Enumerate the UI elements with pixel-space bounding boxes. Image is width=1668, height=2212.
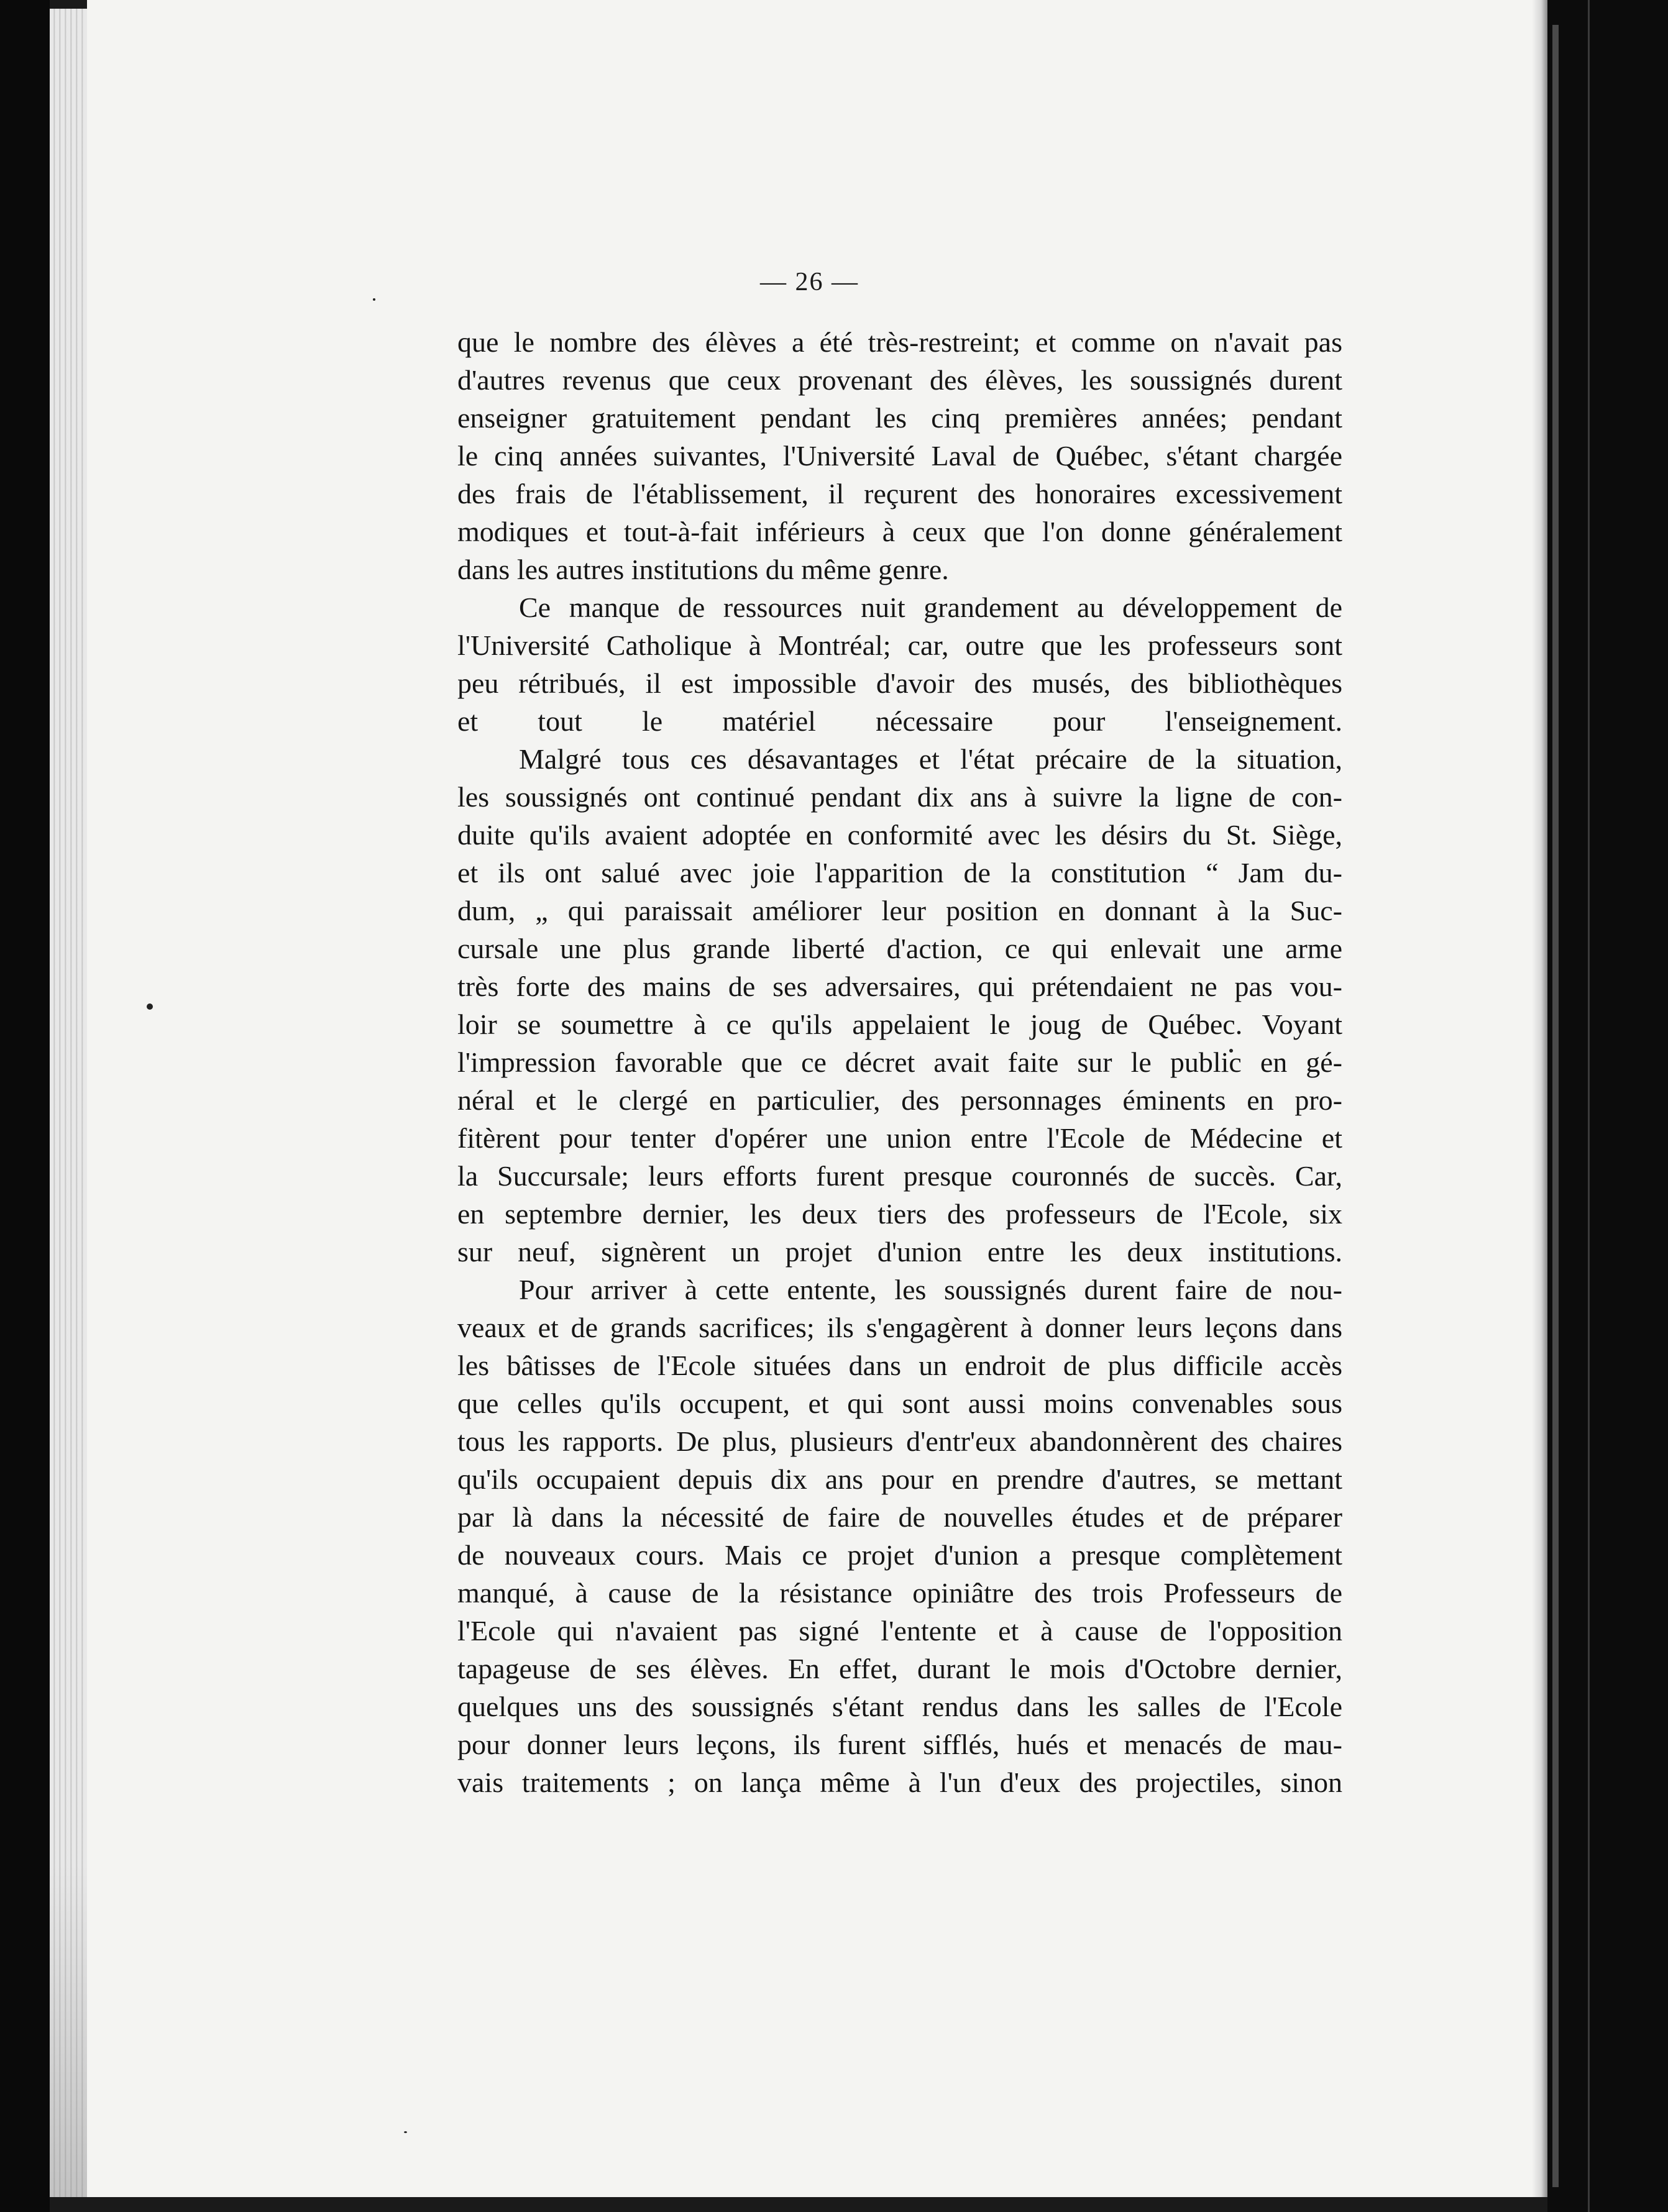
text-line: qu'ils occupaient depuis dix ans pour en prendre d'autres, se mettant	[457, 1463, 1342, 1495]
text-line: et tout le matériel nécessaire pour l'enseignement.	[457, 705, 1342, 737]
scan-speck	[404, 2131, 407, 2133]
text-line: Pour arriver à cette entente, les soussignés durent faire de nou-	[519, 1274, 1342, 1305]
paragraph-2	[457, 588, 1342, 740]
text-line: duite qu'ils avaient adoptée en conformité avec les désirs du St. Siège,	[457, 819, 1342, 851]
text-line: dum, „ qui paraissait améliorer leur position en donnant à la Suc-	[457, 895, 1342, 926]
text-line: sur neuf, signèrent un projet d'union entre les deux institutions.	[457, 1236, 1342, 1268]
text-line: en septembre dernier, les deux tiers des professeurs de l'Ecole, six	[457, 1198, 1342, 1230]
page-number-header: — 26 —	[760, 268, 859, 296]
text-line: pour donner leurs leçons, ils furent sifflés, hués et menacés de mau-	[457, 1729, 1342, 1760]
right-margin-line	[1552, 25, 1559, 2187]
text-line: des frais de l'établissement, il reçurent des honoraires excessivement	[457, 478, 1342, 510]
text-line: que le nombre des élèves a été très-restreint; et comme on n'avait pas	[457, 326, 1342, 358]
body-text	[457, 323, 1342, 1801]
paragraph-3	[457, 740, 1342, 1271]
text-line: tapageuse de ses élèves. En effet, durant le mois d'Octobre dernier,	[457, 1653, 1342, 1684]
text-line: la Succursale; leurs efforts furent presque couronnés de succès. Car,	[457, 1160, 1342, 1192]
bottom-film-band	[50, 2197, 1547, 2212]
text-line: Ce manque de ressources nuit grandement au développement de	[519, 592, 1342, 623]
text-line: tous les rapports. De plus, plusieurs d'entr'eux abandonnèrent des chaires	[457, 1425, 1342, 1457]
text-line: loir se soumettre à ce qu'ils appelaient le joug de Québec. Voyant	[457, 1008, 1342, 1040]
paragraph-1	[457, 323, 1342, 588]
text-line: le cinq années suivantes, l'Université Laval de Québec, s'étant chargée	[457, 440, 1342, 472]
text-line: l'Ecole qui n'avaient pas signé l'entente et à cause de l'opposition	[457, 1615, 1342, 1647]
text-line: et ils ont salué avec joie l'apparition de la constitution “ Jam du-	[457, 857, 1342, 889]
scan-speck	[147, 1003, 153, 1010]
text-line: modiques et tout-à-fait inférieurs à ceux que l'on donne généralement	[457, 516, 1342, 547]
text-line: très forte des mains de ses adversaires, qui prétendaient ne pas vou-	[457, 971, 1342, 1002]
text-line: peu rétribués, il est impossible d'avoir des musés, des bibliothèques	[457, 667, 1342, 699]
right-margin-strip	[1588, 0, 1590, 2212]
text-line: l'Université Catholique à Montréal; car, outre que les professeurs sont	[457, 629, 1342, 661]
right-film-margin	[1547, 0, 1668, 2212]
text-line: de nouveaux cours. Mais ce projet d'union a presque complètement	[457, 1539, 1342, 1571]
text-line: Malgré tous ces désavantages et l'état précaire de la situation,	[519, 743, 1342, 775]
text-line: enseigner gratuitement pendant les cinq premières années; pendant	[457, 402, 1342, 434]
text-line: l'impression favorable que ce décret avait faite sur le public en gé-	[457, 1046, 1342, 1078]
text-line: par là dans la nécessité de faire de nouvelles études et de préparer	[457, 1501, 1342, 1533]
text-line: vais traitements ; on lança même à l'un d'eux des projectiles, sinon	[457, 1766, 1342, 1798]
text-line: dans les autres institutions du même genre.	[457, 554, 949, 585]
text-line: cursale une plus grande liberté d'action, ce qui enlevait une arme	[457, 933, 1342, 964]
text-line: néral et le clergé en particulier, des personnages éminents en pro-	[457, 1084, 1342, 1116]
page-right-edge	[1532, 0, 1547, 2212]
paragraph-4	[457, 1271, 1342, 1801]
text-line: les soussignés ont continué pendant dix ans à suivre la ligne de con-	[457, 781, 1342, 813]
text-line: quelques uns des soussignés s'étant rendus dans les salles de l'Ecole	[457, 1691, 1342, 1722]
text-line: d'autres revenus que ceux provenant des élèves, les soussignés durent	[457, 364, 1342, 396]
text-line: les bâtisses de l'Ecole situées dans un endroit de plus difficile accès	[457, 1350, 1342, 1381]
text-line: que celles qu'ils occupent, et qui sont aussi moins convenables sous	[457, 1387, 1342, 1419]
text-line: veaux et de grands sacrifices; ils s'engagèrent à donner leurs leçons dans	[457, 1312, 1342, 1343]
text-line: manqué, à cause de la résistance opiniâtre des trois Professeurs de	[457, 1577, 1342, 1609]
left-film-margin	[0, 0, 50, 2212]
text-line: fitèrent pour tenter d'opérer une union entre l'Ecole de Médecine et	[457, 1122, 1342, 1154]
page-edges-shadow	[50, 1864, 87, 2212]
